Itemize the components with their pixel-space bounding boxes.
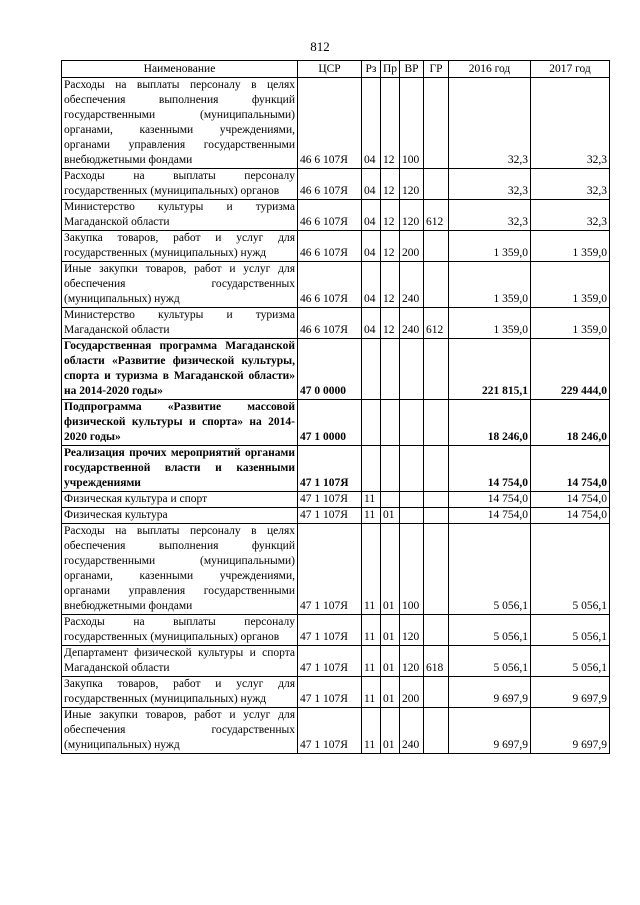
cell-name: Закупка товаров, работ и услуг для государственных (муниципальных) нужд [62,677,298,708]
cell-pr: 01 [381,646,400,677]
cell-csr: 47 0 0000 [298,339,362,400]
cell-2017: 1 359,0 [531,262,610,308]
cell-2017: 9 697,9 [531,677,610,708]
header-pr: Пр [381,61,400,78]
cell-name: Иные закупки товаров, работ и услуг для обеспечения государственных (муниципальных) нужд [62,708,298,754]
cell-2016: 32,3 [449,78,531,169]
header-rz: Рз [362,61,381,78]
cell-rz: 04 [362,169,381,200]
cell-pr: 12 [381,262,400,308]
cell-2016: 5 056,1 [449,524,531,615]
cell-pr [381,400,400,446]
cell-name: Физическая культура и спорт [62,492,298,508]
cell-rz: 04 [362,78,381,169]
cell-csr: 47 1 107Я [298,615,362,646]
cell-name: Закупка товаров, работ и услуг для государственных (муниципальных) нужд [62,231,298,262]
cell-name: Реализация прочих мероприятий органами государственной власти и казенными учреждениями [62,446,298,492]
cell-2016: 9 697,9 [449,677,531,708]
cell-csr: 46 6 107Я [298,169,362,200]
cell-2016: 14 754,0 [449,492,531,508]
cell-vr: 120 [400,200,424,231]
cell-vr: 240 [400,308,424,339]
cell-pr [381,492,400,508]
cell-csr: 46 6 107Я [298,308,362,339]
cell-csr: 47 1 107Я [298,677,362,708]
cell-gr [424,262,449,308]
table-row [62,262,610,308]
cell-rz [362,446,381,492]
cell-2016: 14 754,0 [449,446,531,492]
cell-csr: 46 6 107Я [298,231,362,262]
cell-name: Расходы на выплаты персоналу в целях обеспечения выполнения функций государственными (муниципальными) органами, казенными учреждениями, органами управления государственными внебюджетными фондами [62,524,298,615]
table-row [62,308,610,339]
cell-pr: 12 [381,78,400,169]
cell-rz: 11 [362,615,381,646]
header-2017: 2017 год [531,61,610,78]
cell-pr: 12 [381,231,400,262]
cell-csr: 47 1 107Я [298,508,362,524]
cell-vr: 120 [400,615,424,646]
cell-gr [424,677,449,708]
cell-gr: 612 [424,200,449,231]
cell-2016: 5 056,1 [449,646,531,677]
cell-pr: 01 [381,677,400,708]
header-2016: 2016 год [449,61,531,78]
table-header-row [62,61,610,78]
table-body [62,78,610,754]
cell-2016: 32,3 [449,200,531,231]
table-row [62,524,610,615]
cell-csr: 47 1 0000 [298,400,362,446]
cell-csr: 47 1 107Я [298,708,362,754]
table-row [62,646,610,677]
cell-2017: 5 056,1 [531,524,610,615]
cell-rz: 11 [362,708,381,754]
table-row [62,78,610,169]
cell-rz [362,400,381,446]
cell-rz: 11 [362,492,381,508]
cell-vr: 240 [400,262,424,308]
cell-vr [400,400,424,446]
table-row [62,400,610,446]
table-row [62,615,610,646]
cell-name: Государственная программа Магаданской области «Развитие физической культуры, спорта и туризма в Магаданской области» на 2014-2020 годы» [62,339,298,400]
cell-csr: 46 6 107Я [298,200,362,231]
cell-2017: 1 359,0 [531,231,610,262]
cell-2017: 18 246,0 [531,400,610,446]
cell-2017: 32,3 [531,200,610,231]
header-name: Наименование [62,61,298,78]
table-row [62,169,610,200]
cell-pr: 01 [381,615,400,646]
table-row [62,231,610,262]
table-row [62,508,610,524]
cell-rz: 04 [362,200,381,231]
cell-2016: 1 359,0 [449,262,531,308]
cell-pr: 01 [381,708,400,754]
table-row [62,708,610,754]
cell-gr [424,78,449,169]
cell-gr [424,508,449,524]
table-row [62,200,610,231]
budget-table [61,60,610,754]
cell-name: Департамент физической культуры и спорта Магаданской области [62,646,298,677]
table-row [62,339,610,400]
cell-2017: 5 056,1 [531,646,610,677]
cell-rz: 11 [362,646,381,677]
cell-2017: 14 754,0 [531,446,610,492]
cell-name: Министерство культуры и туризма Магаданской области [62,200,298,231]
cell-gr [424,524,449,615]
cell-pr: 12 [381,200,400,231]
cell-name: Подпрограмма «Развитие массовой физической культуры и спорта» на 2014-2020 годы» [62,400,298,446]
cell-rz: 04 [362,308,381,339]
cell-gr [424,708,449,754]
cell-vr [400,446,424,492]
cell-rz: 04 [362,262,381,308]
table-row [62,677,610,708]
cell-2016: 18 246,0 [449,400,531,446]
cell-2016: 14 754,0 [449,508,531,524]
cell-2016: 221 815,1 [449,339,531,400]
cell-2016: 5 056,1 [449,615,531,646]
header-vr: ВР [400,61,424,78]
cell-name: Расходы на выплаты персоналу в целях обеспечения выполнения функций государственными (муниципальными) органами, казенными учреждениями, органами управления государственными внебюджетными фондами [62,78,298,169]
cell-gr [424,492,449,508]
cell-name: Расходы на выплаты персоналу государственных (муниципальных) органов [62,169,298,200]
cell-gr [424,339,449,400]
cell-vr: 120 [400,646,424,677]
cell-pr [381,446,400,492]
cell-vr [400,492,424,508]
cell-2017: 1 359,0 [531,308,610,339]
cell-pr: 12 [381,308,400,339]
cell-gr [424,231,449,262]
cell-csr: 47 1 107Я [298,646,362,677]
cell-rz: 11 [362,677,381,708]
cell-2017: 229 444,0 [531,339,610,400]
cell-vr: 200 [400,231,424,262]
cell-name: Расходы на выплаты персоналу государственных (муниципальных) органов [62,615,298,646]
cell-csr: 47 1 107Я [298,524,362,615]
cell-pr: 01 [381,524,400,615]
cell-gr [424,400,449,446]
cell-csr: 46 6 107Я [298,262,362,308]
cell-2017: 32,3 [531,169,610,200]
cell-vr: 120 [400,169,424,200]
cell-gr: 618 [424,646,449,677]
cell-2017: 32,3 [531,78,610,169]
cell-rz: 04 [362,231,381,262]
cell-2017: 14 754,0 [531,508,610,524]
cell-2016: 9 697,9 [449,708,531,754]
cell-vr [400,339,424,400]
cell-vr: 240 [400,708,424,754]
cell-pr: 12 [381,169,400,200]
cell-rz: 11 [362,508,381,524]
cell-name: Министерство культуры и туризма Магаданской области [62,308,298,339]
header-gr: ГР [424,61,449,78]
cell-gr [424,615,449,646]
cell-gr [424,446,449,492]
cell-rz: 11 [362,524,381,615]
cell-rz [362,339,381,400]
header-csr: ЦСР [298,61,362,78]
cell-2017: 14 754,0 [531,492,610,508]
cell-csr: 47 1 107Я [298,446,362,492]
cell-2017: 5 056,1 [531,615,610,646]
cell-csr: 47 1 107Я [298,492,362,508]
cell-vr: 100 [400,78,424,169]
cell-2017: 9 697,9 [531,708,610,754]
cell-vr: 100 [400,524,424,615]
cell-pr: 01 [381,508,400,524]
cell-2016: 32,3 [449,169,531,200]
cell-vr [400,508,424,524]
table-row [62,492,610,508]
cell-csr: 46 6 107Я [298,78,362,169]
page-number: 812 [310,39,330,54]
cell-2016: 1 359,0 [449,308,531,339]
cell-2016: 1 359,0 [449,231,531,262]
table-row [62,446,610,492]
cell-pr [381,339,400,400]
cell-vr: 200 [400,677,424,708]
cell-gr: 612 [424,308,449,339]
cell-name: Иные закупки товаров, работ и услуг для обеспечения государственных (муниципальных) нужд [62,262,298,308]
cell-name: Физическая культура [62,508,298,524]
cell-gr [424,169,449,200]
